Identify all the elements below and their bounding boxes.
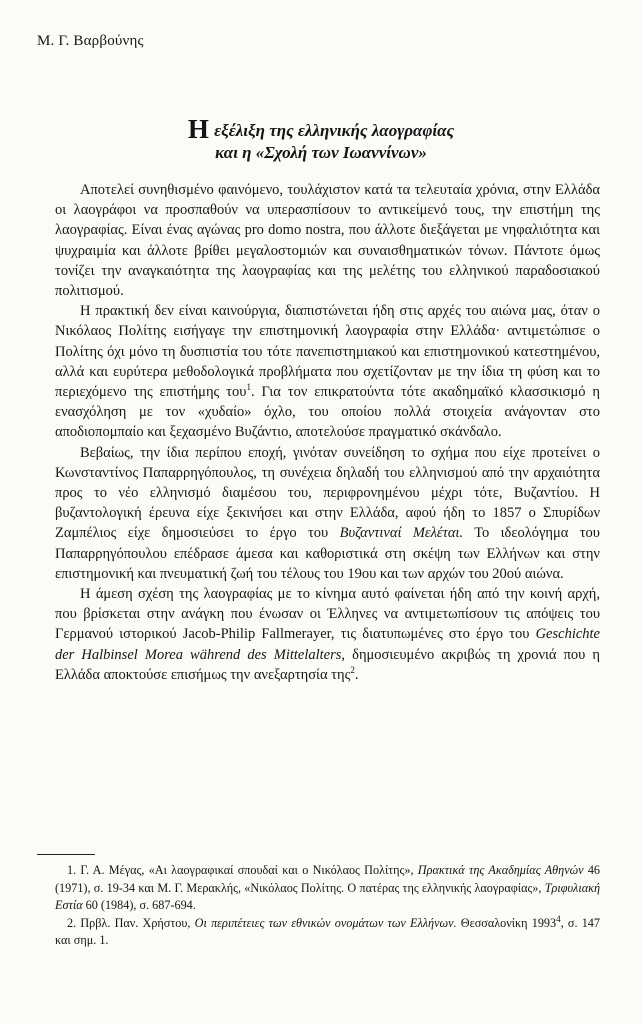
chapter-title [0,114,642,164]
paragraph-3 [55,443,600,584]
footnote-1-text-a: 1. Γ. Α. Μέγας, «Αι λαογραφικαί σπουδαί και ο Νικόλαος Πολίτης», [67,863,418,877]
footnote-divider [37,854,95,855]
footnote-1-text-b: 46 (1971), σ. 19-34 και Μ. Γ. Μερακλής, «Νικόλαος Πολίτης. Ο πατέρας της ελληνικής λαογραφίας», [55,863,601,895]
title-line-1 [0,114,642,144]
running-head: Μ. Γ. Βαρβούνης [37,33,144,49]
footnote-ref-1[interactable]: 1 [246,382,251,393]
paragraph-3-text-b: Το ιδεολόγημα του Παπαρρηγόπουλου επέδρασε άμεσα και καθοριστικά στη σκέψη των Ελλήνων και στην επιστημονική και πνευματική ζωή του τέλους του 19ου και των αρχών του 20ού αιώνα. [55,525,600,582]
footnote-ref-2[interactable]: 2 [350,665,355,676]
body-text [55,180,600,685]
footnote-1-text-c: 60 (1984), σ. 687-694. [82,898,196,912]
footnote-1-italic-2: Τριφυλιακή Εστία [55,880,600,912]
title-line-1-text: εξέλιξη της ελληνικής λαογραφίας [214,121,455,140]
footnote-2-text-b: Θεσσαλονίκη 1993 [456,915,557,930]
paragraph-4-text-b: δημοσιευμένο ακριβώς τη χρονιά που η Ελλάδα αποκτούσε επισήμως την ανεξαρτησία της [55,646,601,683]
paragraph-3-italic-title: Βυζαντιναί Μελέται. [339,525,464,542]
paragraph-3-text-a: Βεβαίως, την ίδια περίπου εποχή, γινόταν συνείδηση το σχήμα που είχε προτείνει ο Κωνσταντίνος Παπαρρηγόπουλος, τη συνέχεια δηλαδή του ελληνισμού από την αρχαιότητα προς το νέο ελληνισμό διαμέσου του, περιφρονημένου μέχρι τότε, Βυζαντίου. Η βυζαντολογική έρευνα είχε ξεκινήσει και στην Ελλάδα, αφού ήδη το 1857 ο Σπυρίδων Ζαμπέλιος είχε δημοσιεύσει το έργο του [55,444,600,542]
paragraph-4-text-c: . [354,666,359,683]
footnotes [55,862,600,950]
title-line-2: και η «Σχολή των Ιωαννίνων» [215,143,427,162]
footnote-2-edition-sup: 4 [556,913,561,924]
paragraph-4 [55,584,600,685]
paragraph-4-italic-title: Geschichte der Halbinsel Morea während des Mittelalters, [55,626,600,663]
paragraph-2 [55,301,600,442]
paragraph-2-text-b: . Για τον επικρατούντα τότε ακαδημαϊκό κλασσικισμό η ενασχόληση με τον «χυδαίο» όχλο, του οποίου πολλά στοιχεία ανάγονταν στο αποδιοπομπαίο και ξεχασμένο Βυζάντιο, αποτελούσε πραγματικό σκάνδαλο. [55,384,600,441]
footnote-2-italic: Οι περιπέτειες των εθνικών ονομάτων των Ελλήνων. [194,915,457,930]
paragraph-2-text-a: Η πρακτική δεν είναι καινούργια, διαπιστώνεται ήδη στις αρχές του αιώνα μας, όταν ο Νικόλαος Πολίτης εισήγαγε την επιστημονική λαογραφία στην Ελλάδα· αντιμετώπισε ο Πολίτης όχι μόνο τη δυσπιστία του τότε πανεπιστημιακού και επιστημονικού κατεστημένου, αλλά και ευρύτερα μεθοδολογικά προβλήματα που σχετίζονταν με την ίδια τη φύση και το περιεχόμενο της επιστήμης του [55,303,600,401]
paragraph-4-text-a: Η άμεση σχέση της λαογραφίας με το κίνημα αυτό φαίνεται ήδη από την κοινή αρχή, που βρίσκεται στην ανάγκη που ένωσαν οι Έλληνες να αντιμετωπίσουν τις απόψεις του Γερμανού ιστορικού Jacob-Philip Fallmerayer, τις διατυπωμένες στο έργο του [55,586,600,643]
footnote-2-text-c: , σ. 147 και σημ. 1. [55,915,600,947]
footnote-2 [55,915,600,950]
footnote-1 [55,862,600,915]
footnote-2-text-a: 2. Πρβλ. Παν. Χρήστου, [67,915,195,930]
footnote-1-italic-1: Πρακτικά της Ακαδημίας Αθηνών [417,863,584,877]
paragraph-1: Αποτελεί συνηθισμένο φαινόμενο, τουλάχιστον κατά τα τελευταία χρόνια, στην Ελλάδα οι λαογράφοι να προσπαθούν να υπερασπίσουν το αντικείμενό τους, την επιστήμη της λαογραφίας. Είναι ένας αγώνας pro domo nostra, που άλλοτε διεξάγεται με νηφαλιότητα και ψυχραιμία και άλλοτε βρίθει μεγαλοστομιών και συναισθηματικών τόνων. Πάντοτε όμως τονίζει την αναγκαιότητα της λαογραφίας και της μελέτης του ελληνικού παραδοσιακού πολιτισμού. [55,182,600,300]
title-initial: Η [187,114,209,144]
